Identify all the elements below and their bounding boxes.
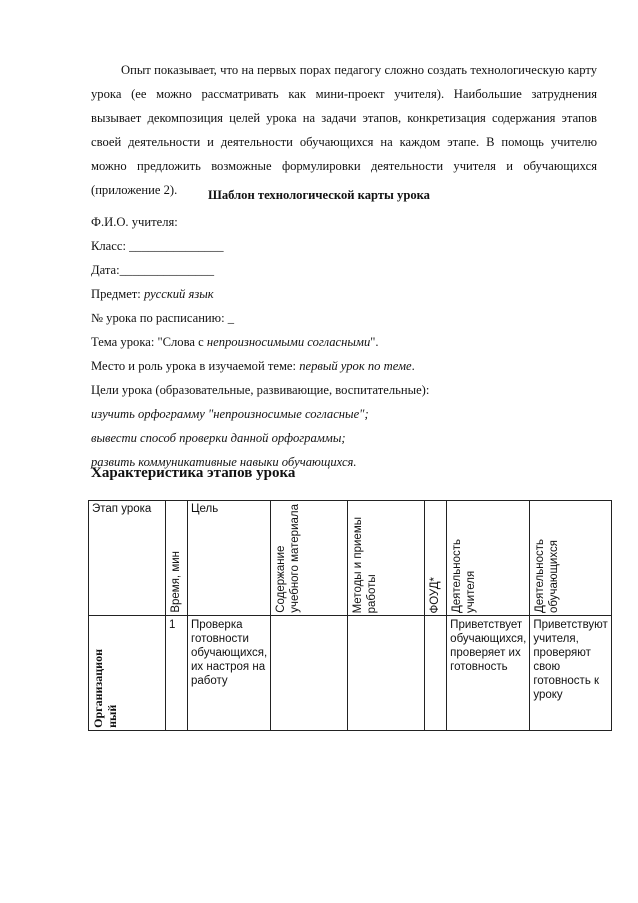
class-field: Класс: _______________	[91, 239, 224, 253]
stages-title: Характеристика этапов урока	[91, 465, 296, 481]
header-student-activity: Деятельность обучающихся	[530, 501, 611, 616]
foud-cell	[425, 616, 447, 731]
lesson-number-field: № урока по расписанию: _	[91, 311, 235, 325]
header-teacher-activity: Деятельность учителя	[447, 501, 530, 616]
goal-cell: Проверка готовности обучающихся, их настроя на работу	[188, 616, 271, 731]
stage-name-cell: Организацион ный	[89, 616, 166, 731]
header-time: Время, мин	[166, 501, 188, 616]
header-goal: Цель	[188, 501, 271, 616]
content-cell	[271, 616, 348, 731]
intro-paragraph: Опыт показывает, что на первых порах педагогу сложно создать технологическую карту урока (ее можно рассматривать как мини-проект учителя). Наибольшие затруднения вызывает декомпозиция целей урока на задачи этапов, конкретизация содержания этапов своей деятельности и деятельности обучающихся на каждом этапе. В помощь учителю можно предложить возможные формулировки деятельности учителя и обучающихся (приложение 2).	[91, 63, 597, 197]
header-methods: Методы и приемы работы	[348, 501, 425, 616]
table-row	[89, 616, 612, 731]
methods-cell	[348, 616, 425, 731]
teacher-field: Ф.И.О. учителя:	[91, 215, 178, 229]
student-activity-cell: Приветствуют учителя, проверяют свою готовность к уроку	[530, 616, 611, 731]
table-header-row	[89, 501, 612, 616]
time-cell: 1	[166, 616, 188, 731]
template-title: Шаблон технологической карты урока	[208, 188, 430, 202]
date-field: Дата:_______________	[91, 263, 215, 277]
lesson-goals-label: Цели урока (образовательные, развивающие, воспитательные):	[91, 383, 430, 397]
subject-field: Предмет: русский язык	[91, 287, 214, 301]
header-foud: ФОУД*	[425, 501, 447, 616]
topic-field: Тема урока: "Слова с непроизносимыми согласными".	[91, 335, 379, 349]
header-content: Содержание учебного материала	[271, 501, 348, 616]
lesson-place-field: Место и роль урока в изучаемой теме: первый урок по теме.	[91, 359, 415, 373]
header-stage: Этап урока	[89, 501, 166, 616]
stages-table	[88, 500, 612, 731]
goal-item: изучить орфограмму "непроизносимые согласные";	[91, 407, 369, 421]
teacher-activity-cell: Приветствует обучающихся, проверяет их готовность	[447, 616, 530, 731]
goal-item: развить коммуникативные навыки обучающихся.	[91, 455, 357, 469]
goal-item: вывести способ проверки данной орфограммы;	[91, 431, 346, 445]
